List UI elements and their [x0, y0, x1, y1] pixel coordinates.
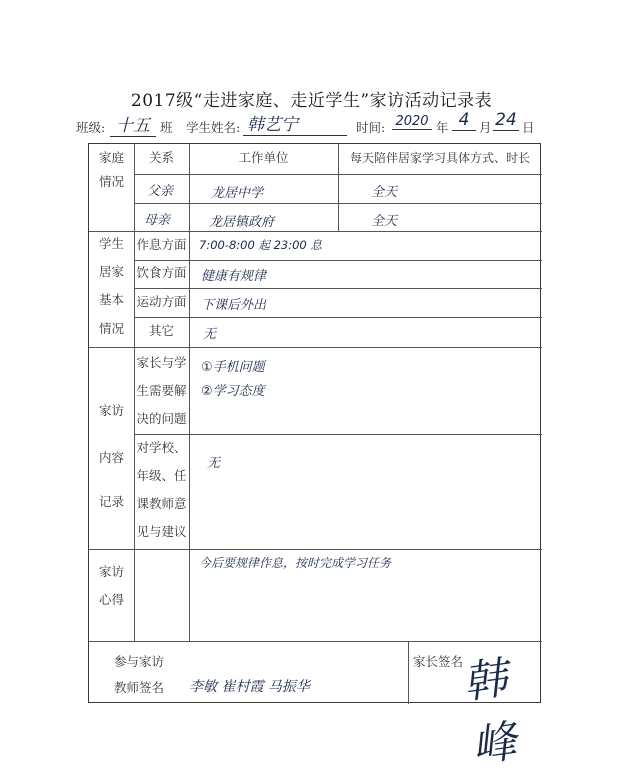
visit-section-label-1: 家访 — [98, 403, 124, 418]
suggest-label-1: 对学校、 — [136, 440, 187, 455]
other-value: 无 — [203, 327, 217, 342]
schedule-label: 作息方面 — [136, 237, 187, 252]
father-companion: 全天 — [371, 185, 398, 200]
suggest-label-4: 见与建议 — [136, 524, 187, 539]
family-section-label-1: 家庭 — [98, 150, 124, 165]
father-work: 龙居中学 — [211, 186, 264, 201]
insight-value: 今后要规律作息，按时完成学习任务 — [199, 556, 392, 570]
student-section-label-2: 居家 — [98, 264, 124, 279]
problems-label-3: 决的问题 — [136, 411, 187, 426]
student-name-value: 韩艺宁 — [243, 110, 347, 136]
teacher-signatures: 李敏 崔村霞 马振华 — [189, 679, 310, 695]
insight-label-1: 家访 — [98, 564, 124, 579]
col-work-header: 工作单位 — [238, 150, 289, 165]
suggest-label-3: 课教师意 — [136, 496, 187, 511]
year-suffix: 年 — [436, 120, 449, 135]
month-suffix: 月 — [479, 120, 492, 135]
family-section-label-2: 情况 — [98, 174, 124, 189]
teacher-sign-label-2: 教师签名 — [113, 680, 164, 695]
mother-companion: 全天 — [371, 214, 398, 229]
diet-label: 饮食方面 — [136, 265, 187, 280]
diet-value: 健康有规律 — [201, 269, 267, 284]
problems-label-1: 家长与学 — [136, 355, 187, 370]
schedule-value: 7:00-8:00 起 23:00 息 — [199, 238, 322, 252]
exercise-value: 下课后外出 — [201, 298, 267, 313]
day-suffix: 日 — [522, 120, 535, 135]
visit-section-label-2: 内容 — [98, 450, 124, 465]
class-label: 班级: — [76, 120, 106, 135]
mother-work: 龙居镇政府 — [209, 215, 275, 230]
day-value: 24 — [493, 110, 519, 131]
teacher-sign-label-1: 参与家访 — [113, 654, 164, 669]
problems-label-2: 生需要解 — [136, 383, 187, 398]
exercise-label: 运动方面 — [136, 294, 187, 309]
other-label: 其它 — [148, 323, 174, 338]
class-suffix: 班 — [160, 120, 173, 135]
mother-relation: 母亲 — [144, 213, 171, 228]
problem-line-2: ②学习态度 — [201, 384, 265, 399]
father-relation: 父亲 — [147, 184, 174, 199]
class-value: 十五 — [110, 111, 156, 137]
student-section-label-4: 情况 — [98, 321, 124, 336]
insight-label-2: 心得 — [98, 592, 124, 607]
record-table — [88, 143, 541, 773]
year-value: 2020 — [392, 114, 432, 130]
student-section-label-3: 基本 — [98, 292, 124, 307]
suggest-label-2: 年级、任 — [136, 468, 187, 483]
visit-section-label-3: 记录 — [98, 494, 124, 509]
problem-line-1: ①手机问题 — [201, 360, 265, 375]
month-value: 4 — [452, 110, 476, 131]
student-name-label: 学生姓名: — [186, 120, 241, 135]
parent-sign-label: 家长签名 — [412, 654, 463, 669]
form-title: 2017级“走进家庭、走近学生”家访活动记录表 — [130, 91, 493, 111]
col-relation-header: 关系 — [148, 150, 174, 165]
student-section-label-1: 学生 — [98, 236, 124, 251]
time-label: 时间: — [356, 120, 386, 135]
col-companion-header: 每天陪伴居家学习具体方式、时长 — [349, 151, 530, 165]
parent-signature: 韩峰 — [459, 653, 516, 773]
suggest-value: 无 — [207, 456, 221, 471]
